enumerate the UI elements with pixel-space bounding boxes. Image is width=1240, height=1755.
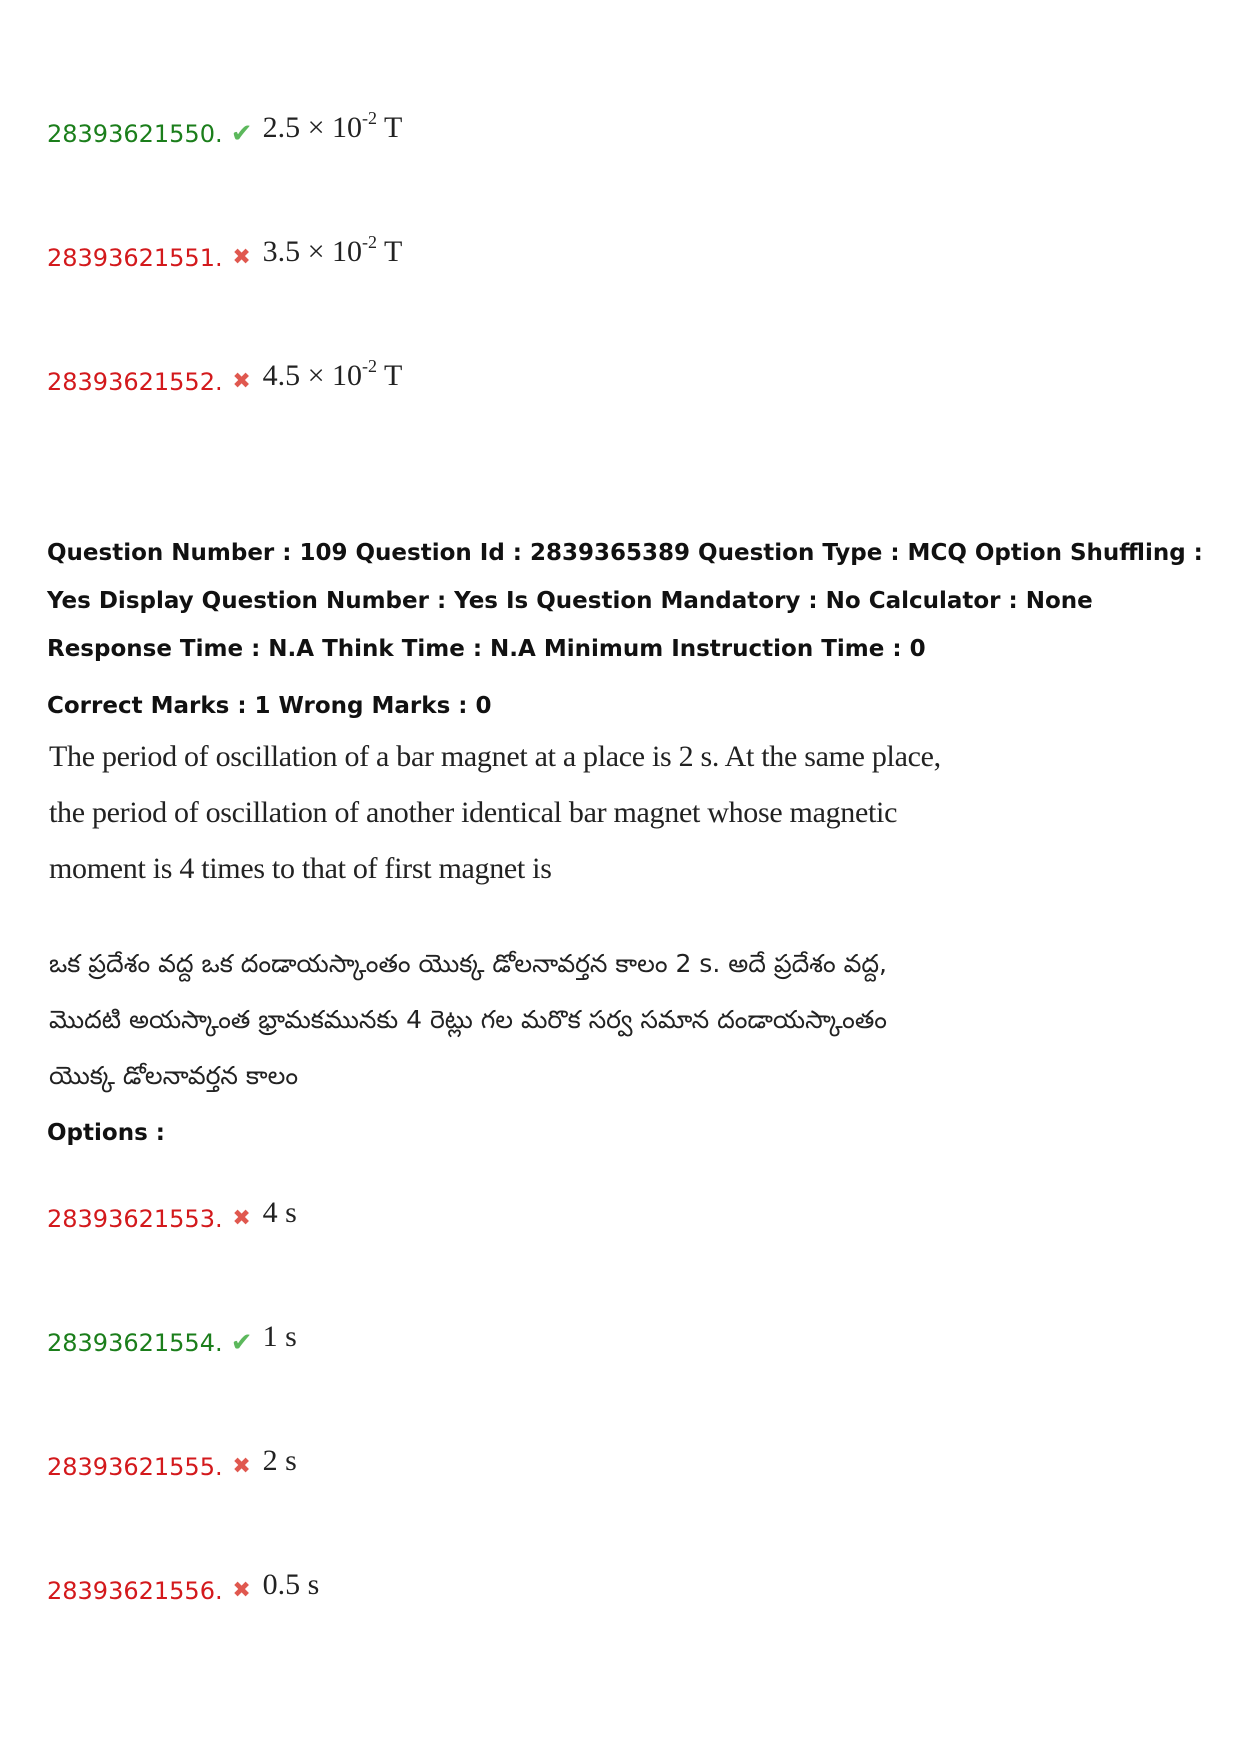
question-meta: Question Number : 109 Question Id : 2839365389 Question Type : MCQ Option Shuffling : Yes Display Question Number : Yes Is Question Mandatory : No Calculator : None Response Time : N.A Think Time : N.A Minimum Instruction Time : 0 (47, 540, 1203, 662)
option-row (47, 1314, 297, 1358)
option-id: 28393621552. (47, 368, 223, 396)
question-text-english: The period of oscillation of a bar magnet at a place is 2 s. At the same place, the period of oscillation of another identical bar magnet whose magnetic moment is 4 times to that of first magnet is (49, 740, 941, 885)
option-value: 1 s (262, 1320, 297, 1353)
question-marks: Correct Marks : 1 Wrong Marks : 0 (47, 693, 492, 719)
cross-icon: ✖ (232, 1578, 251, 1603)
cross-icon: ✖ (232, 1206, 251, 1231)
option-id: 28393621553. (47, 1205, 223, 1233)
question-text-telugu: ఒక ప్రదేశం వద్ద ఒక దండాయస్కాంతం యొక్క డోలనావర్తన కాలం 2 s. అదే ప్రదేశం వద్ద, మొదటి అయస్కాంత భ్రామకమునకు 4 రెట్లు గల మరొక సర్వ సమాన దండాయస్కాంతం యొక్క డోలనావర్తన కాలం (49, 949, 887, 1090)
cross-icon: ✖ (232, 369, 251, 394)
option-value: $4.5 \times 10^{-2}$ T (262, 356, 403, 392)
option-id: 28393621551. (47, 244, 223, 272)
option-id: 28393621550. (47, 120, 223, 148)
option-id: 28393621555. (47, 1453, 223, 1481)
option-id: 28393621556. (47, 1577, 223, 1605)
cross-icon: ✖ (232, 245, 251, 270)
options-label: Options : (47, 1120, 165, 1146)
option-row (47, 1190, 297, 1234)
option-value: 2 s (262, 1444, 297, 1477)
check-icon: ✔ (230, 1328, 253, 1358)
option-row (47, 105, 402, 149)
option-row (47, 1562, 319, 1606)
option-value: $2.5 \times 10^{-2}$ T (262, 108, 403, 144)
option-row (47, 229, 402, 273)
option-id: 28393621554. (47, 1329, 223, 1357)
option-row (47, 1438, 297, 1482)
option-value: 0.5 s (262, 1568, 320, 1601)
option-value: 4 s (262, 1196, 297, 1229)
option-value: $3.5 \times 10^{-2}$ T (262, 232, 403, 268)
check-icon: ✔ (230, 119, 253, 149)
cross-icon: ✖ (232, 1454, 251, 1479)
option-row (47, 353, 402, 397)
